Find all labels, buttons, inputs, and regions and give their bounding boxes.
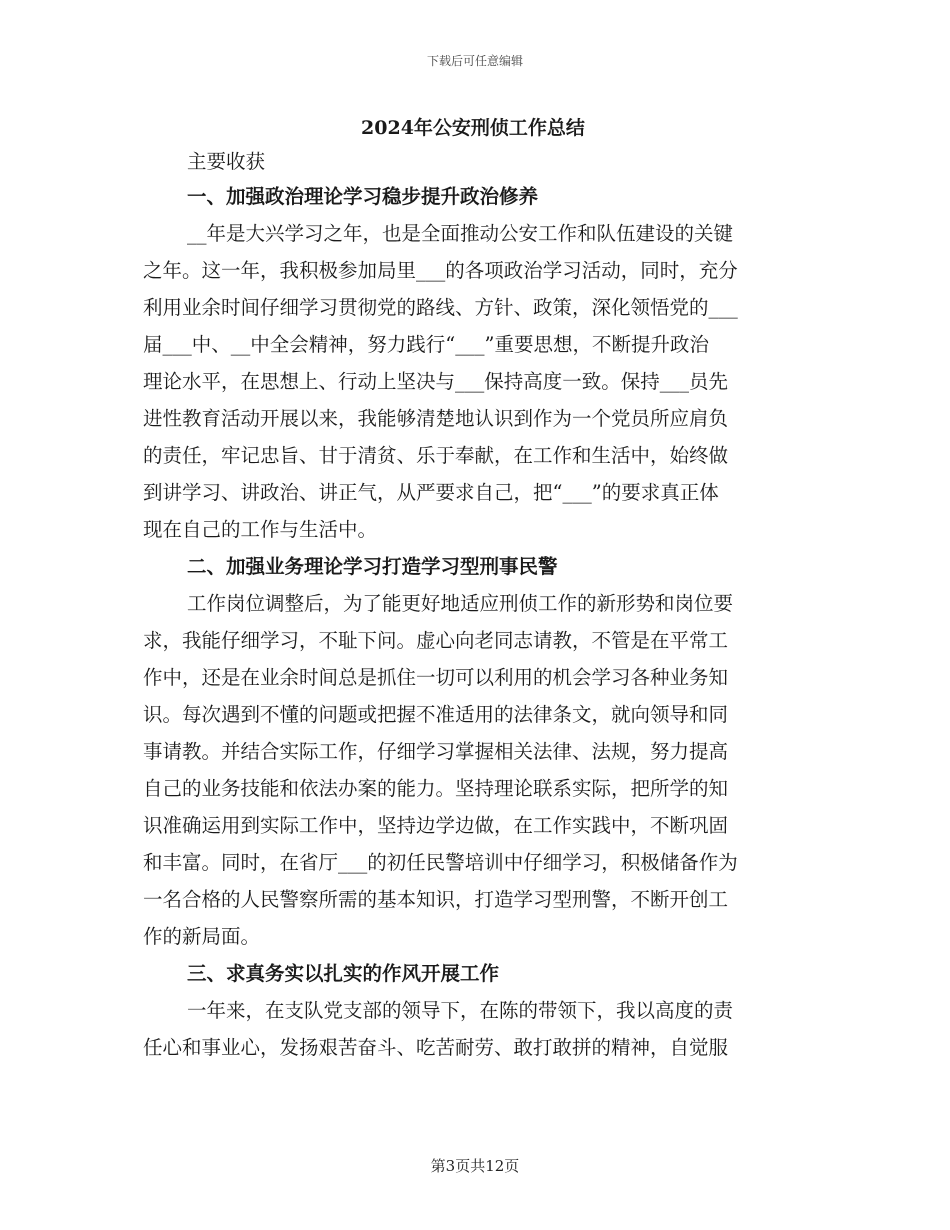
paragraph-line: 一年来，在支队党支部的领导下，在陈的带领下，我以高度的责 bbox=[187, 999, 734, 1022]
section-heading: 三、求真务实以扎实的作风开展工作 bbox=[187, 962, 500, 985]
paragraph-line: 求，我能仔细学习，不耻下问。虚心向老同志请教，不管是在平常工 bbox=[143, 629, 729, 652]
paragraph-line: 现在自己的工作与生活中。 bbox=[143, 518, 378, 541]
paragraph-line: 利用业余时间仔细学习贯彻党的路线、方针、政策，深化领悟党的___ bbox=[143, 296, 738, 319]
paragraph-line: 识准确运用到实际工作中，坚持边学边做，在工作实践中，不断巩固 bbox=[143, 814, 729, 837]
paragraph-line: 事请教。并结合实际工作，仔细学习掌握相关法律、法规，努力提高 bbox=[143, 740, 729, 763]
page-number: 第3页共12页 bbox=[430, 1157, 520, 1175]
document-title: 2024年公安刑侦工作总结 bbox=[361, 117, 585, 139]
paragraph-line: 识。每次遇到不懂的问题或把握不准适用的法律条文，就向领导和同 bbox=[143, 703, 729, 726]
paragraph-line: 工作岗位调整后，为了能更好地适应刑侦工作的新形势和岗位要 bbox=[187, 592, 734, 615]
paragraph-line: 理论水平，在思想上、行动上坚决与___保持高度一致。保持___员先 bbox=[143, 370, 729, 393]
paragraph-line: 进性教育活动开展以来，我能够清楚地认识到作为一个党员所应肩负 bbox=[143, 407, 729, 430]
paragraph-line: 到讲学习、讲政治、讲正气，从严要求自己，把“___”的要求真正体 bbox=[143, 481, 719, 504]
section-heading: 一、加强政治理论学习稳步提升政治修养 bbox=[187, 185, 539, 208]
paragraph-line: 的责任，牢记忠旨、甘于清贫、乐于奉献，在工作和生活中，始终做 bbox=[143, 444, 729, 467]
page-header-note: 下载后可任意编辑 bbox=[426, 54, 523, 68]
paragraph-line: 作中，还是在业余时间总是抓住一切可以利用的机会学习各种业务知 bbox=[143, 666, 729, 689]
paragraph-line: 之年。这一年，我积极参加局里___的各项政治学习活动，同时，充分 bbox=[143, 259, 738, 282]
paragraph-line: __年是大兴学习之年，也是全面推动公安工作和队伍建设的关键 bbox=[187, 222, 734, 245]
paragraph-line: 任心和事业心，发扬艰苦奋斗、吃苦耐劳、敢打敢拼的精神，自觉服 bbox=[143, 1036, 729, 1059]
section-heading: 二、加强业务理论学习打造学习型刑事民警 bbox=[187, 555, 558, 578]
document-subtitle: 主要收获 bbox=[187, 150, 266, 173]
document-body bbox=[143, 112, 803, 1066]
document-lines bbox=[143, 178, 803, 1066]
paragraph-line: 作的新局面。 bbox=[143, 925, 261, 948]
paragraph-line: 和丰富。同时，在省厅___的初任民警培训中仔细学习，积极储备作为 bbox=[143, 851, 738, 874]
paragraph-line: 届___中、__中全会精神，努力践行“___”重要思想，不断提升政治 bbox=[143, 333, 709, 356]
paragraph-line: 一名合格的人民警察所需的基本知识，打造学习型刑警，不断开创工 bbox=[143, 888, 729, 911]
paragraph-line: 自己的业务技能和依法办案的能力。坚持理论联系实际，把所学的知 bbox=[143, 777, 729, 800]
